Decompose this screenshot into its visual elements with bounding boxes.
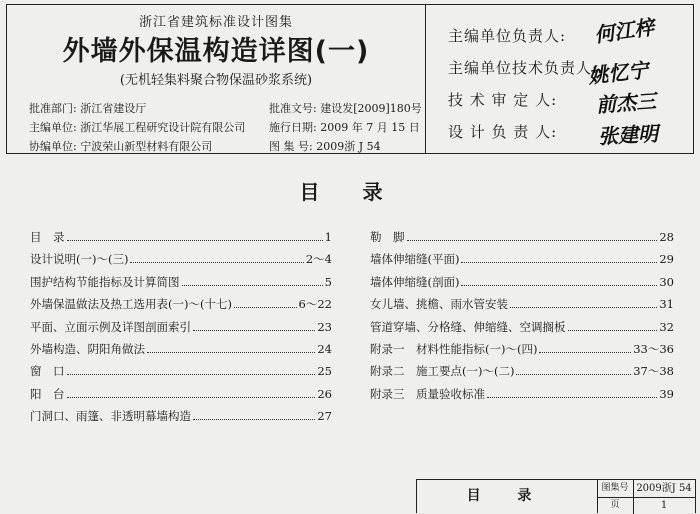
sub-title: (无机轻集料聚合物保温砂浆系统) bbox=[119, 73, 313, 88]
toc-item[interactable]: 管道穿墙、分格缝、伸缩缝、空调搁板 32 bbox=[370, 319, 674, 334]
toc-item[interactable]: 墙体伸缩缝(剖面) 30 bbox=[370, 274, 674, 289]
title-block bbox=[416, 479, 696, 513]
meta-effective-date: 施行日期: 2009 年 7 月 15 日 bbox=[269, 121, 420, 134]
signature-3: 前杰三 bbox=[595, 88, 657, 118]
toc-item[interactable]: 围护结构节能指标及计算简图 5 bbox=[30, 274, 332, 289]
header-info bbox=[7, 5, 425, 153]
meta-approval-no: 批准文号: 建设发[2009]180号 bbox=[269, 102, 422, 115]
meta-chief-unit: 主编单位: 浙江华展工程研究设计院有限公司 bbox=[29, 121, 246, 134]
toc-item[interactable]: 窗 口 25 bbox=[30, 364, 332, 379]
meta-approval-dept: 批准部门: 浙江省建设厅 bbox=[29, 102, 147, 115]
role-tech-reviewer: 技 术 审 定 人: bbox=[448, 91, 558, 109]
toc-item[interactable]: 附录一 材料性能指标(一)～(四) 33～36 bbox=[370, 341, 674, 356]
toc-title: 目 录 bbox=[299, 180, 401, 204]
toc-item[interactable]: 勒 脚 28 bbox=[370, 230, 674, 244]
toc-item[interactable]: 女儿墙、挑檐、雨水管安装 31 bbox=[370, 297, 674, 312]
collection-title: 浙江省建筑标准设计图集 bbox=[138, 15, 293, 30]
toc-item[interactable]: 墙体伸缩缝(平面) 29 bbox=[370, 252, 674, 267]
toc-item[interactable]: 附录三 质量验收标准 39 bbox=[370, 386, 674, 401]
role-tech-head: 主编单位技术负责人: bbox=[448, 59, 599, 77]
role-design-head: 设 计 负 责 人: bbox=[448, 123, 558, 141]
main-title: 外墙外保温构造详图(一) bbox=[62, 36, 370, 67]
toc-item[interactable]: 门洞口、雨篷、非透明幕墙构造 27 bbox=[30, 409, 332, 424]
toc-item[interactable]: 附录二 施工要点(一)～(二) 37～38 bbox=[370, 364, 674, 379]
header-frame bbox=[6, 4, 694, 154]
atlas-no-label: 图集号 bbox=[597, 480, 634, 498]
toc-item[interactable]: 目 录 1 bbox=[30, 230, 332, 244]
toc-left-column bbox=[30, 229, 332, 431]
meta-co-unit: 协编单位: 宁波荣山新型材料有限公司 bbox=[29, 140, 213, 153]
page-label: 页 bbox=[597, 497, 634, 514]
meta-atlas-no: 图 集 号: 2009浙 J 54 bbox=[269, 140, 381, 153]
signature-4: 张建明 bbox=[597, 121, 659, 149]
toc-item[interactable]: 阳 台 26 bbox=[30, 386, 332, 401]
page-number: 1 bbox=[660, 500, 668, 511]
signature-2: 姚忆宁 bbox=[587, 57, 650, 89]
atlas-no-value: 2009浙J 54 bbox=[633, 480, 695, 498]
toc-item[interactable]: 外墙构造、阴阳角做法 24 bbox=[30, 341, 332, 356]
toc-item[interactable]: 平面、立面示例及详图剖面索引 23 bbox=[30, 319, 332, 334]
title-block-name: 目 录 bbox=[417, 480, 598, 513]
toc-item[interactable]: 外墙保温做法及热工选用表(一)～(十七) 6～22 bbox=[30, 297, 332, 312]
toc-right-column bbox=[370, 229, 674, 408]
toc-item[interactable]: 设计说明(一)～(三) 2～4 bbox=[30, 252, 332, 267]
signature-panel bbox=[425, 5, 693, 153]
role-chief-unit-head: 主编单位负责人: bbox=[448, 27, 567, 45]
signature-1: 何江梓 bbox=[592, 14, 656, 48]
